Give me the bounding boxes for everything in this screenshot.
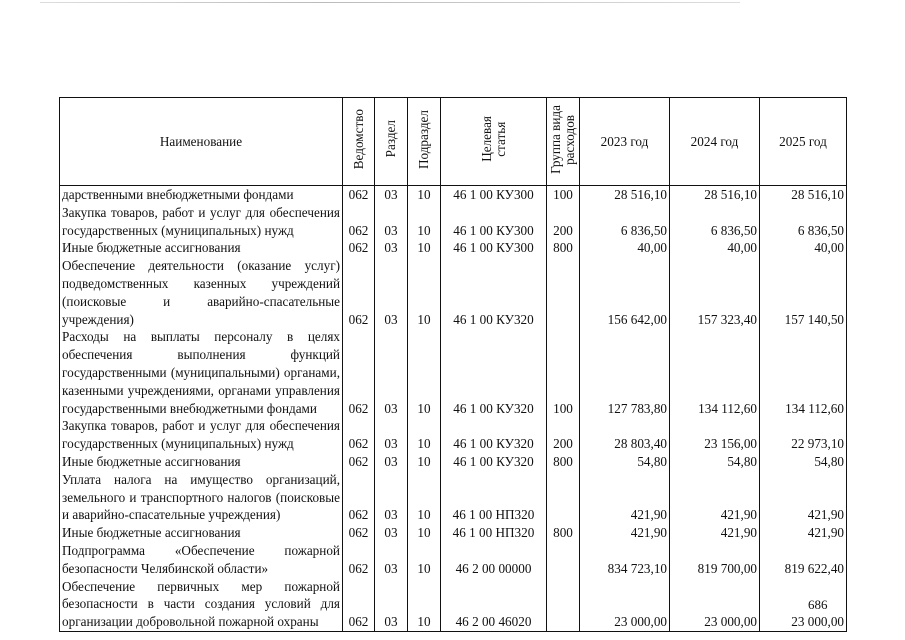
header-subsection: Подраздел [408,98,441,186]
header-name: Наименование [60,98,343,186]
row-group-cell [547,257,580,328]
row-subsection-cell: 10 [408,542,441,578]
row-name-cell: Расходы на выплаты персоналу в целях обеспечения выполнения функций государственными (муниципальными) органами, казенными учреждениями, органами управления государственными внебюджетными фондами [60,328,343,417]
row-subsection-cell: 10 [408,578,441,632]
row-section-cell: 03 [375,239,408,257]
row-target-cell: 46 1 00 НП320 [441,471,547,524]
header-row [60,98,847,186]
row-dept-cell: 062 [343,417,375,453]
row-2023-value: 54,80 [580,453,670,471]
row-dept-cell: 062 [343,453,375,471]
row-group-cell: 800 [547,524,580,542]
row-subsection-cell: 10 [408,453,441,471]
table-row [60,524,847,542]
header-target-article: Целевая статья [441,98,547,186]
row-name-cell: Обеспечение деятельности (оказание услуг) подведомственных казенных учреждений (поисковые и аварийно-спасательные учреждения) [60,257,343,328]
row-group-cell: 100 [547,328,580,417]
row-dept-cell: 062 [343,471,375,524]
row-2025-value: 421,90 [760,524,847,542]
row-section-cell: 03 [375,471,408,524]
row-2023-value: 6 836,50 [580,204,670,240]
row-subsection-cell: 10 [408,471,441,524]
page-number: 686 [808,597,828,612]
row-target-cell: 46 1 00 КУ320 [441,453,547,471]
row-2024-value: 157 323,40 [670,257,760,328]
row-name-cell: Иные бюджетные ассигнования [60,524,343,542]
row-2024-value: 23 000,00 [670,578,760,632]
table-row [60,578,847,632]
row-2023-value: 834 723,10 [580,542,670,578]
row-2024-value: 40,00 [670,239,760,257]
row-2024-value: 54,80 [670,453,760,471]
table-row [60,204,847,240]
row-target-cell: 46 2 00 00000 [441,542,547,578]
table-row [60,453,847,471]
row-2025-value: 157 140,50 [760,257,847,328]
table-row [60,239,847,257]
row-2023-value: 156 642,00 [580,257,670,328]
row-target-cell: 46 1 00 КУ300 [441,239,547,257]
table-row [60,186,847,204]
row-2023-value: 421,90 [580,524,670,542]
header-year-2025: 2025 год [760,98,847,186]
row-2025-value: 28 516,10 [760,186,847,204]
row-group-cell: 200 [547,417,580,453]
row-section-cell: 03 [375,204,408,240]
row-section-cell: 03 [375,257,408,328]
row-section-cell: 03 [375,578,408,632]
row-2023-value: 23 000,00 [580,578,670,632]
row-target-cell: 46 1 00 НП320 [441,524,547,542]
row-name-cell: Иные бюджетные ассигнования [60,453,343,471]
row-2024-value: 28 516,10 [670,186,760,204]
row-2025-value: 22 973,10 [760,417,847,453]
row-2023-value: 127 783,80 [580,328,670,417]
row-section-cell: 03 [375,186,408,204]
row-dept-cell: 062 [343,542,375,578]
row-subsection-cell: 10 [408,524,441,542]
row-group-cell: 200 [547,204,580,240]
row-dept-cell: 062 [343,257,375,328]
row-group-cell [547,471,580,524]
row-2025-value: 134 112,60 [760,328,847,417]
table-row [60,417,847,453]
row-2024-value: 819 700,00 [670,542,760,578]
row-2025-value: 421,90 [760,471,847,524]
row-target-cell: 46 1 00 КУ320 [441,417,547,453]
row-target-cell: 46 1 00 КУ300 [441,204,547,240]
row-2025-value: 23 000,00 [760,578,847,632]
row-subsection-cell: 10 [408,204,441,240]
row-group-cell: 800 [547,453,580,471]
row-dept-cell: 062 [343,328,375,417]
row-target-cell: 46 1 00 КУ320 [441,328,547,417]
header-dept: Ведомство [343,98,375,186]
scan-artifact-line [40,2,740,3]
row-section-cell: 03 [375,328,408,417]
row-name-cell: Подпрограмма «Обеспечение пожарной безопасности Челябинской области» [60,542,343,578]
row-target-cell: 46 2 00 46020 [441,578,547,632]
row-2024-value: 134 112,60 [670,328,760,417]
row-group-cell: 100 [547,186,580,204]
row-section-cell: 03 [375,453,408,471]
row-2025-value: 40,00 [760,239,847,257]
row-section-cell: 03 [375,417,408,453]
row-subsection-cell: 10 [408,186,441,204]
row-name-cell: Обеспечение первичных мер пожарной безопасности в части создания условий для организации добровольной пожарной охраны [60,578,343,632]
budget-table [59,97,847,632]
row-name-cell: Иные бюджетные ассигнования [60,239,343,257]
row-target-cell: 46 1 00 КУ320 [441,257,547,328]
row-2024-value: 23 156,00 [670,417,760,453]
row-subsection-cell: 10 [408,417,441,453]
header-section: Раздел [375,98,408,186]
row-2023-value: 28 516,10 [580,186,670,204]
row-name-cell: дарственными внебюджетными фондами [60,186,343,204]
row-2024-value: 421,90 [670,524,760,542]
row-target-cell: 46 1 00 КУ300 [441,186,547,204]
table-row [60,471,847,524]
row-2023-value: 40,00 [580,239,670,257]
table-row [60,257,847,328]
row-dept-cell: 062 [343,239,375,257]
header-year-2024: 2024 год [670,98,760,186]
row-dept-cell: 062 [343,578,375,632]
row-2025-value: 6 836,50 [760,204,847,240]
row-name-cell: Закупка товаров, работ и услуг для обеспечения государственных (муниципальных) нужд [60,204,343,240]
row-2024-value: 6 836,50 [670,204,760,240]
row-name-cell: Уплата налога на имущество организаций, земельного и транспортного налогов (поисковые и аварийно-спасательные учреждения) [60,471,343,524]
row-group-cell: 800 [547,239,580,257]
header-year-2023: 2023 год [580,98,670,186]
header-expense-group: Группа вида расходов [547,98,580,186]
row-group-cell [547,542,580,578]
table-row [60,328,847,417]
row-subsection-cell: 10 [408,328,441,417]
row-2025-value: 54,80 [760,453,847,471]
row-2024-value: 421,90 [670,471,760,524]
row-2023-value: 28 803,40 [580,417,670,453]
table-row [60,542,847,578]
row-subsection-cell: 10 [408,239,441,257]
row-2025-value: 819 622,40 [760,542,847,578]
row-section-cell: 03 [375,542,408,578]
row-dept-cell: 062 [343,524,375,542]
row-section-cell: 03 [375,524,408,542]
row-dept-cell: 062 [343,204,375,240]
row-group-cell [547,578,580,632]
row-2023-value: 421,90 [580,471,670,524]
row-subsection-cell: 10 [408,257,441,328]
row-dept-cell: 062 [343,186,375,204]
row-name-cell: Закупка товаров, работ и услуг для обеспечения государственных (муниципальных) нужд [60,417,343,453]
